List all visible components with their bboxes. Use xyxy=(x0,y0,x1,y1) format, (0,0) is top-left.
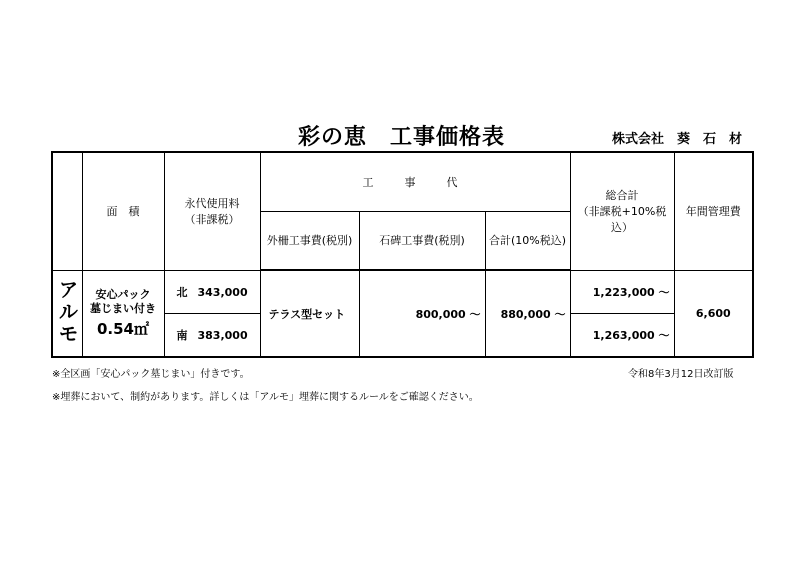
header-annual-fee: 年間管理費 xyxy=(674,152,753,270)
annual-fee-value: 6,600 xyxy=(674,270,753,357)
header-area: 面 積 xyxy=(82,152,164,270)
package-area: 0.54㎡ xyxy=(96,319,149,338)
north-price: 343,000 xyxy=(197,285,248,299)
header-stone-fee: 石碑工事費(税別) xyxy=(359,211,485,270)
header-construction: 工 事 代 xyxy=(260,152,570,211)
revision-date: 令和8年3月12日改訂版 xyxy=(628,369,734,380)
header-grand-total xyxy=(570,152,674,270)
package-cell xyxy=(82,270,164,357)
header-perpetual-fee-line2: （非課税） xyxy=(184,213,240,227)
note-burial-restriction: ※埋葬において、制約があります。詳しくは「アルモ」埋葬に関するルールをご確認ください。 xyxy=(52,392,479,403)
set-name: テラス型セット xyxy=(260,270,359,357)
plot-name-cell xyxy=(52,270,82,357)
header-grand-total-line2: （非課税+10%税込） xyxy=(577,205,667,235)
price-table xyxy=(51,151,754,358)
plot-name: アルモ xyxy=(55,278,79,345)
subtotal-price: 880,000 ～ xyxy=(485,270,570,357)
page-title: 彩の恵 工事価格表 xyxy=(298,125,506,150)
package-line1: 安心パック xyxy=(95,287,151,301)
package-line2: 墓じまい付き xyxy=(90,301,156,315)
header-perpetual-fee xyxy=(164,152,260,270)
south-label: 南 xyxy=(176,328,188,342)
north-price-cell xyxy=(164,270,260,313)
south-price: 383,000 xyxy=(197,328,248,342)
north-label: 北 xyxy=(176,285,188,299)
south-total: 1,263,000 ～ xyxy=(570,313,674,357)
north-total: 1,223,000 ～ xyxy=(570,270,674,313)
header-blank-cell xyxy=(52,152,82,270)
header-perpetual-fee-line1: 永代使用料 xyxy=(184,197,240,211)
note-package: ※全区画「安心パック墓じまい」付きです。 xyxy=(52,369,250,380)
stone-price: 800,000 ～ xyxy=(359,270,485,357)
header-grand-total-line1: 総合計 xyxy=(605,189,639,203)
header-subtotal: 合計(10%税込) xyxy=(485,211,570,270)
company-name: 株式会社 葵 石 材 xyxy=(612,132,743,147)
header-fence-fee: 外柵工事費(税別) xyxy=(260,211,359,270)
south-price-cell xyxy=(164,313,260,357)
